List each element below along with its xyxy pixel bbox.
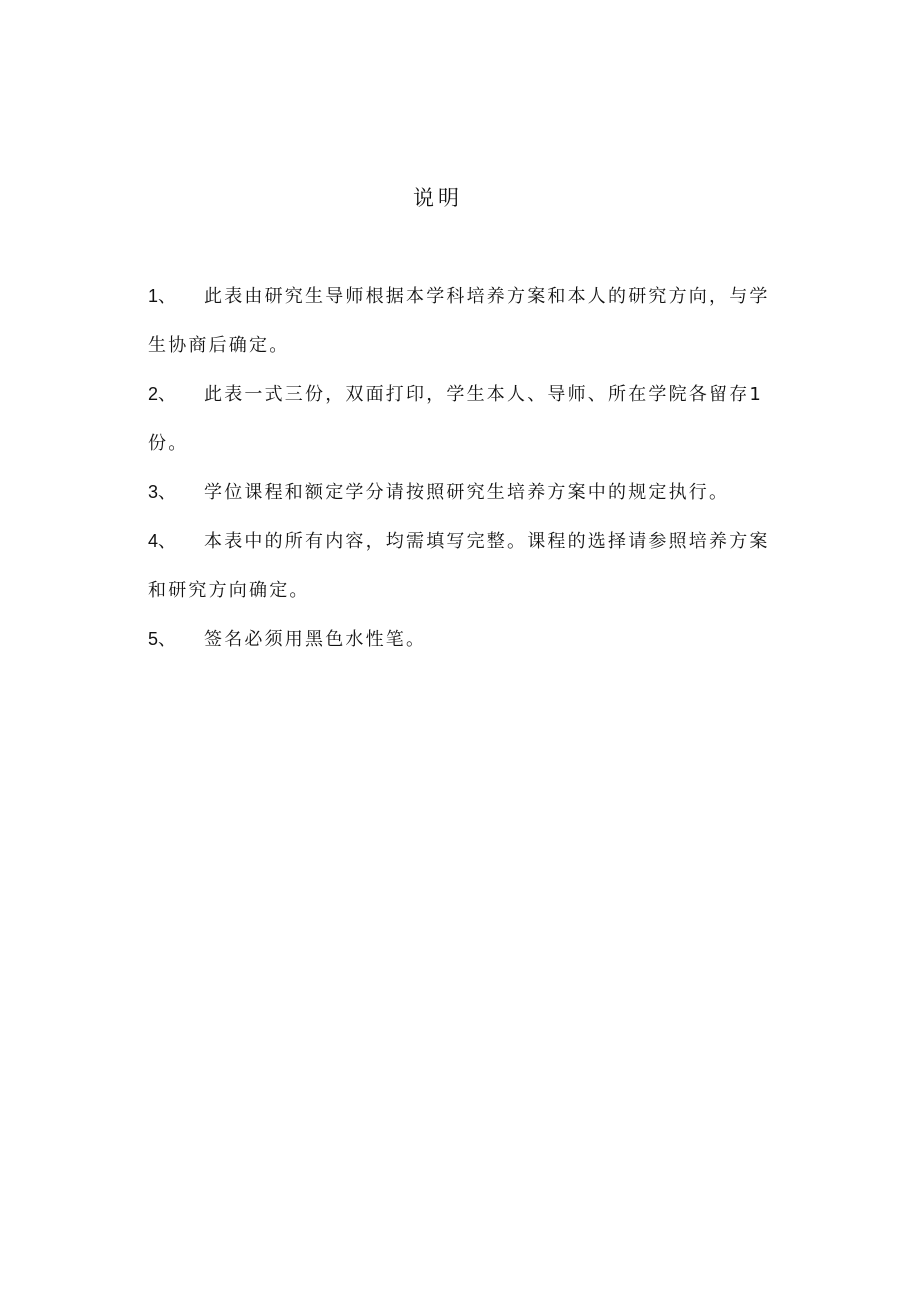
item-number: 3、 xyxy=(148,482,177,502)
list-item xyxy=(148,370,772,468)
item-number: 2、 xyxy=(148,384,177,404)
instructions-list xyxy=(148,272,772,664)
page-title: 说明 xyxy=(413,186,463,210)
item-number: 1、 xyxy=(148,286,177,306)
list-item xyxy=(148,468,772,517)
item-number: 5、 xyxy=(148,629,177,649)
item-text: 学位课程和额定学分请按照研究生培养方案中的规定执行。 xyxy=(204,482,730,503)
item-text: 本表中的所有内容，均需填写完整。课程的选择请参照培养方案和研究方向确定。 xyxy=(148,531,770,601)
list-item xyxy=(148,272,772,370)
item-text: 此表由研究生导师根据本学科培养方案和本人的研究方向，与学生协商后确定。 xyxy=(148,286,770,356)
list-item xyxy=(148,517,772,615)
item-text: 签名必须用黑色水性笔。 xyxy=(204,629,427,650)
item-number: 4、 xyxy=(148,531,177,551)
list-item xyxy=(148,615,772,664)
item-text: 此表一式三份，双面打印，学生本人、导师、所在学院各留存1份。 xyxy=(148,384,764,454)
